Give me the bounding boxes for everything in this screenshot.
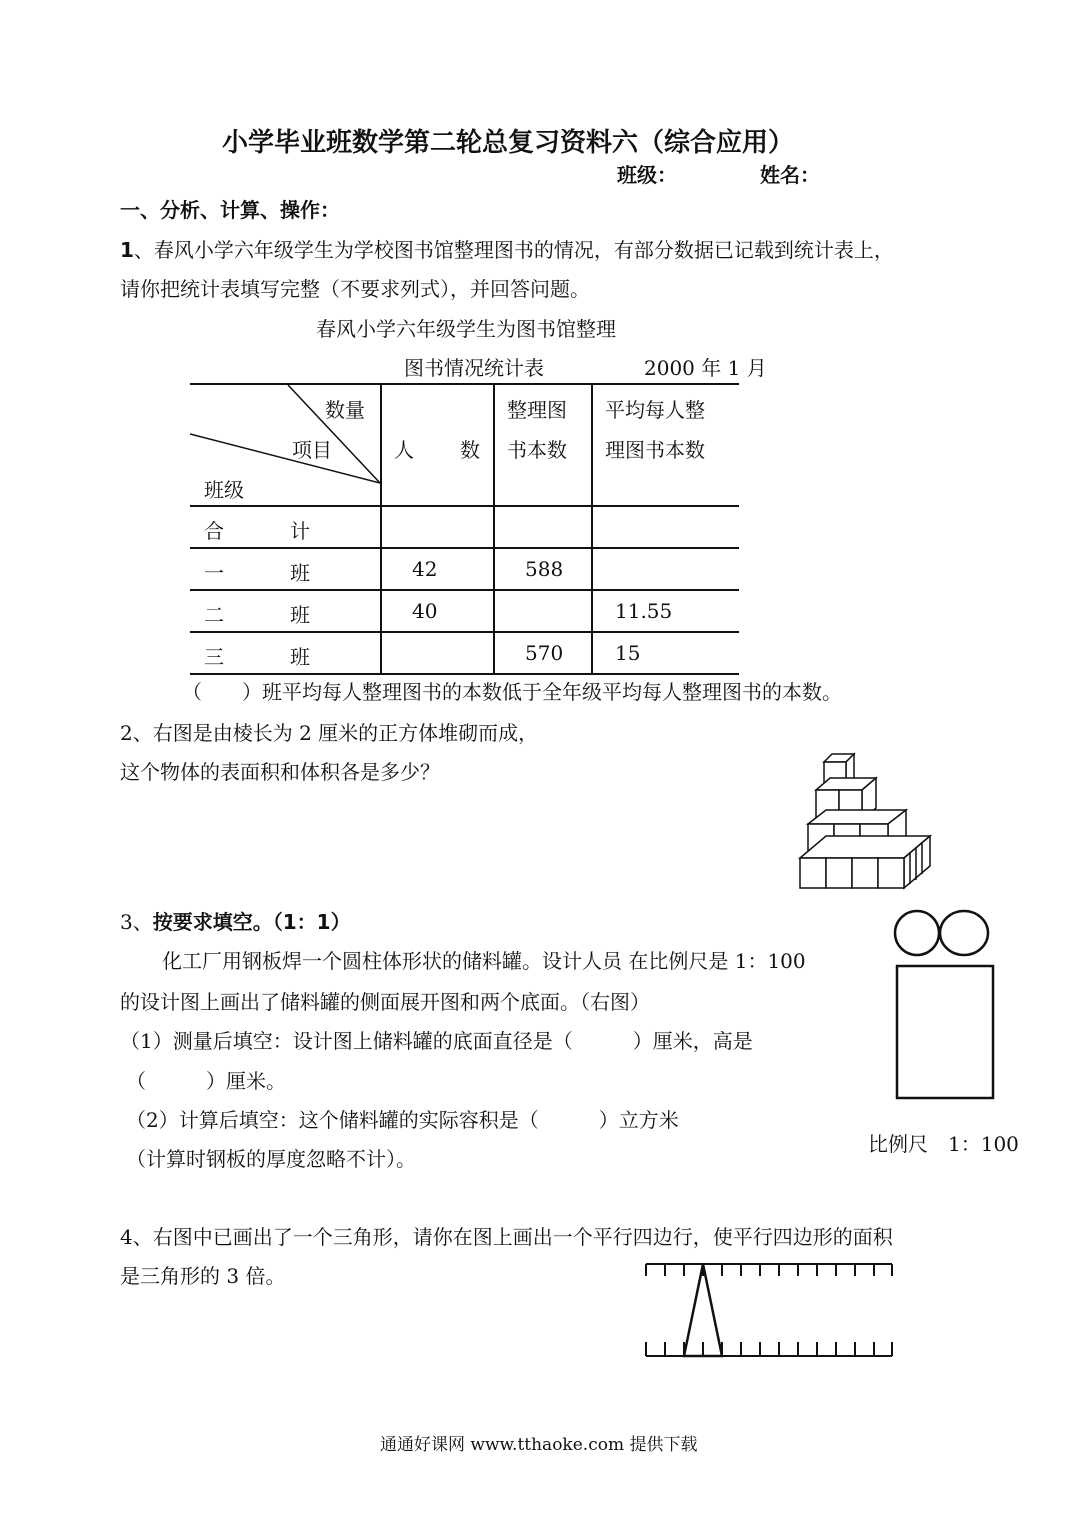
table-row [190, 632, 739, 674]
q3-line5: （2）计算后填空：这个储料罐的实际容积是（ ）立方米 [126, 1108, 679, 1132]
row-label-a: 一 [204, 561, 224, 585]
q2-line1: 2、右图是由棱长为 2 厘米的正方体堆砌而成， [120, 721, 539, 745]
row-label-a: 合 [204, 519, 224, 543]
row-label-b: 班 [290, 603, 310, 627]
table-row [190, 590, 739, 632]
q3-heading-text: 按要求填空。（1：1） [152, 910, 351, 934]
table-title-line1: 春风小学六年级学生为图书馆整理 [316, 317, 616, 341]
q3-line2: 的设计图上画出了储料罐的侧面展开图和两个底面。（右图） [120, 990, 650, 1014]
class-label: 班级： [617, 163, 677, 187]
cell-average: 15 [615, 641, 641, 665]
statistics-table [190, 383, 739, 675]
header-people-1: 人 [394, 438, 414, 462]
cell-people: 40 [412, 599, 438, 623]
header-people-2: 数 [460, 438, 480, 462]
cell-people: 42 [412, 557, 438, 581]
q2-line2: 这个物体的表面积和体积各是多少？ [120, 760, 440, 784]
header-average-1: 平均每人整 [605, 398, 705, 422]
diagonal-header-cell [190, 384, 381, 506]
q3-line1: 化工厂用钢板焊一个圆柱体形状的储料罐。设计人员 在比例尺是 1：100 [162, 949, 806, 973]
q1-number: 1 [120, 238, 134, 262]
header-average-2: 理图书本数 [605, 438, 705, 462]
row-label-a: 二 [204, 603, 224, 627]
cylinder-net-figure [892, 908, 1002, 1108]
header-average [592, 384, 739, 506]
row-label-a: 三 [204, 645, 224, 669]
cell-average: 11.55 [615, 599, 673, 623]
diag-label-item: 项目 [292, 438, 332, 462]
table-date: 2000 年 1 月 [644, 356, 767, 380]
table-title-line2: 图书情况统计表 [404, 356, 544, 380]
row-label-b: 班 [290, 561, 310, 585]
q1-text-line1 [120, 234, 894, 263]
cell-books: 588 [525, 557, 564, 581]
q3-number: 3、 [120, 910, 153, 934]
q4-line2: 是三角形的 3 倍。 [120, 1264, 286, 1288]
name-label: 姓名： [760, 163, 820, 187]
header-books [494, 384, 592, 506]
q1-text: 、春风小学六年级学生为学校图书馆整理图书的情况，有部分数据已记载到统计表上， [133, 238, 894, 262]
section-heading: 一、分析、计算、操作： [120, 198, 340, 222]
q4-line1: 4、右图中已画出了一个三角形，请你在图上画出一个平行四边行，使平行四边形的面积 [120, 1225, 893, 1249]
page-title: 小学毕业班数学第二轮总复习资料六（综合应用） [222, 128, 795, 158]
table-row [190, 548, 739, 590]
cube-stack-figure [796, 752, 936, 892]
q1-text-line2: 请你把统计表填写完整（不要求列式），并回答问题。 [120, 277, 590, 301]
header-books-1: 整理图 [507, 398, 567, 422]
row-label-b: 班 [290, 645, 310, 669]
cell-books: 570 [525, 641, 564, 665]
row-label-b: 计 [290, 519, 310, 543]
diag-label-class: 班级 [204, 478, 244, 502]
q3-line3: （1）测量后填空：设计图上储料罐的底面直径是（ ）厘米，高是 [120, 1029, 753, 1053]
q3-line6: （计算时钢板的厚度忽略不计）。 [126, 1147, 416, 1171]
table-row [190, 506, 739, 548]
header-books-2: 书本数 [507, 438, 567, 462]
scale-label: 比例尺 1：100 [868, 1132, 1019, 1156]
q3-heading [120, 906, 351, 935]
q3-line4: （ ）厘米。 [126, 1069, 286, 1093]
header-people [381, 384, 494, 506]
q1-question: （ ）班平均每人整理图书的本数低于全年级平均每人整理图书的本数。 [182, 680, 842, 704]
footer-credit: 通通好课网 www.tthaoke.com 提供下载 [380, 1435, 698, 1455]
triangle-grid-figure [640, 1256, 900, 1366]
diag-label-quantity: 数量 [325, 398, 365, 422]
